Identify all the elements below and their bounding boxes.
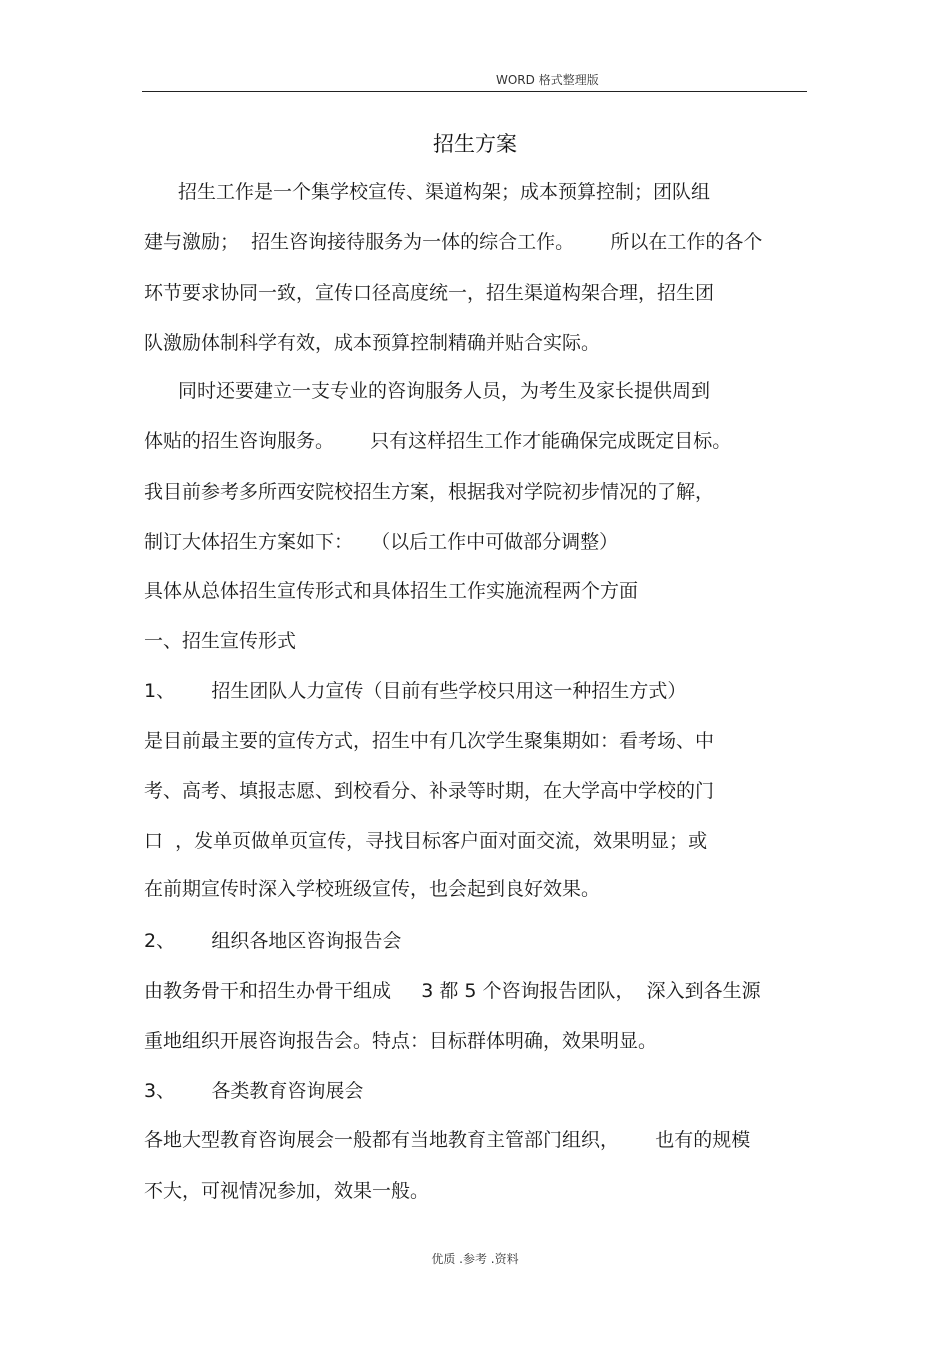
body-line: 在前期宣传时深入学校班级宣传，也会起到良好效果。 <box>144 878 601 900</box>
body-line: 同时还要建立一支专业的咨询服务人员，为考生及家长提供周到 <box>178 380 711 402</box>
body-line: 环节要求协同一致，宣传口径高度统一，招生渠道构架合理，招生团 <box>144 282 715 304</box>
body-line: 招生工作是一个集学校宣传、渠道构架；成本预算控制；团队组 <box>178 181 711 203</box>
body-line: 考、高考、填报志愿、到校看分、补录等时期，在大学高中学校的门 <box>144 780 715 802</box>
body-line: 制订大体招生方案如下： （以后工作中可做部分调整） <box>144 531 619 553</box>
section-heading: 一、招生宣传形式 <box>144 630 297 652</box>
body-line: 建与激励； 招生咨询接待服务为一体的综合工作。 所以在工作的各个 <box>144 231 763 253</box>
body-line: 是目前最主要的宣传方式，招生中有几次学生聚集期如：看考场、中 <box>144 730 715 752</box>
body-line: 各地大型教育咨询展会一般都有当地教育主管部门组织， 也有的规模 <box>144 1129 751 1151</box>
body-line: 我目前参考多所西安院校招生方案，根据我对学院初步情况的了解， <box>144 481 715 503</box>
body-line: 口 ，发单页做单页宣传，寻找目标客户面对面交流，效果明显；或 <box>144 830 708 852</box>
body-line: 队激励体制科学有效，成本预算控制精确并贴合实际。 <box>144 332 601 354</box>
body-line: 不大，可视情况参加，效果一般。 <box>144 1180 430 1202</box>
body-line: 体贴的招生咨询服务。 只有这样招生工作才能确保完成既定目标。 <box>144 430 732 452</box>
body-line: 重地组织开展咨询报告会。特点：目标群体明确，效果明显。 <box>144 1030 658 1052</box>
header-label: WORD 格式整理版 <box>496 73 599 87</box>
header-divider <box>142 91 807 92</box>
body-line: 由教务骨干和招生办骨干组成 3 都 5 个咨询报告团队， 深入到各生源 <box>144 980 761 1002</box>
body-line: 具体从总体招生宣传形式和具体招生工作实施流程两个方面 <box>144 580 639 602</box>
list-item-heading: 1、 招生团队人力宣传（目前有些学校只用这一种招生方式） <box>144 680 687 702</box>
document-title: 招生方案 <box>433 132 517 156</box>
page-footer: 优质 .参考 .资料 <box>431 1252 519 1266</box>
list-item-heading: 2、 组织各地区咨询报告会 <box>144 930 402 952</box>
list-item-heading: 3、 各类教育咨询展会 <box>144 1080 364 1102</box>
